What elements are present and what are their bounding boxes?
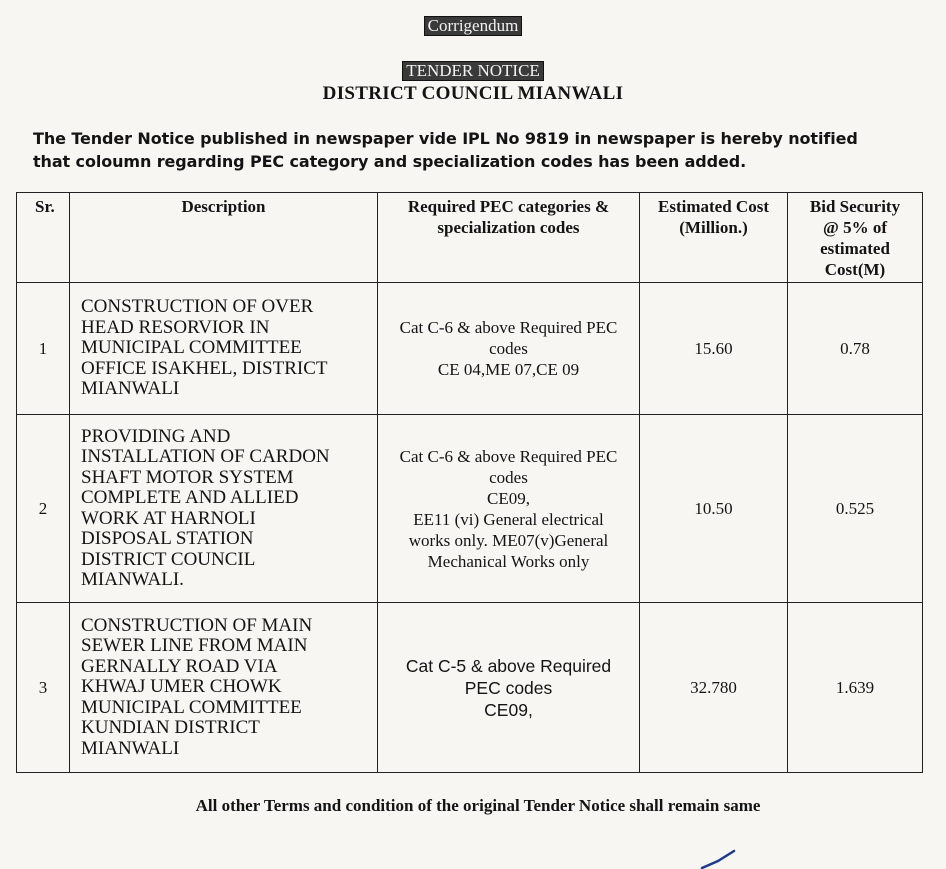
corrigendum-heading: Corrigendum: [424, 16, 523, 36]
desc-line: INSTALLATION OF CARDON: [81, 446, 330, 467]
header-bid-line: estimated: [820, 239, 890, 258]
header-cost: [640, 193, 788, 283]
intro-line-1: The Tender Notice published in newspaper vide IPL No 9819 in newspaper is hereby notified: [33, 129, 858, 148]
table-header-row: [17, 193, 923, 283]
table-row: [17, 603, 923, 773]
desc-line: CONSTRUCTION OF MAIN: [81, 614, 313, 636]
row-description: [70, 283, 378, 415]
desc-line: DISPOSAL STATION: [81, 528, 254, 549]
header-pec: [378, 193, 640, 283]
desc-line: OFFICE ISAKHEL, DISTRICT: [81, 357, 328, 379]
intro-paragraph: [33, 127, 913, 173]
footer-note: All other Terms and condition of the original Tender Notice shall remain same: [195, 796, 761, 815]
row-sr: 2: [17, 415, 70, 603]
tender-notice-heading-wrap: [0, 61, 946, 81]
header-sr: Sr.: [17, 193, 70, 283]
desc-line: SEWER LINE FROM MAIN: [81, 635, 308, 657]
desc-line: MIANWALI: [81, 378, 180, 400]
pec-line: CE09,: [484, 699, 533, 720]
desc-line: MUNICIPAL COMMITTEE: [81, 337, 302, 359]
pec-line: CE 04,ME 07,CE 09: [437, 360, 580, 379]
intro-line-2: that coloumn regarding PEC category and specialization codes has been added.: [33, 152, 747, 171]
table-row: [17, 415, 923, 603]
row-estimated-cost: 15.60: [640, 283, 788, 415]
desc-line: HEAD RESORVIOR IN: [81, 316, 270, 338]
row-description: [70, 603, 378, 773]
header-bid-line: @ 5% of: [823, 218, 887, 237]
header-bid-security: [788, 193, 923, 283]
row-bid-security: 0.525: [788, 415, 923, 603]
header-description: Description: [70, 193, 378, 283]
row-pec-codes: [378, 603, 640, 773]
row-sr: 1: [17, 283, 70, 415]
header-pec-line: specialization codes: [437, 218, 580, 237]
desc-line: KUNDIAN DISTRICT: [81, 717, 260, 739]
pec-line: codes: [489, 339, 528, 358]
tender-table: [16, 192, 923, 773]
row-sr: 3: [17, 603, 70, 773]
desc-line: MIANWALI.: [81, 569, 184, 590]
pec-line: CE09,: [487, 488, 530, 508]
row-estimated-cost: 10.50: [640, 415, 788, 603]
pec-line: Cat C-6 & above Required PEC: [399, 318, 618, 337]
row-estimated-cost: 32.780: [640, 603, 788, 773]
header-bid-line: Cost(M): [824, 260, 886, 279]
desc-line: MIANWALI: [81, 737, 180, 759]
row-pec-codes: [378, 283, 640, 415]
desc-line: MUNICIPAL COMMITTEE: [81, 696, 302, 718]
desc-line: PROVIDING AND: [81, 425, 231, 447]
desc-line: DISTRICT COUNCIL: [81, 548, 256, 570]
district-title: DISTRICT COUNCIL MIANWALI: [322, 83, 624, 104]
pec-line: works only. ME07(v)General: [408, 530, 609, 550]
desc-line: SHAFT MOTOR SYSTEM: [81, 466, 294, 488]
pec-line: codes: [489, 467, 528, 487]
signature-mark: [700, 848, 740, 869]
corrigendum-heading-wrap: [0, 16, 946, 36]
pec-line: Mechanical Works only: [427, 551, 590, 571]
row-pec-codes: [378, 415, 640, 603]
header-cost-line: Estimated Cost: [658, 197, 769, 216]
desc-line: GERNALLY ROAD VIA: [81, 655, 278, 677]
tender-notice-heading: TENDER NOTICE: [402, 61, 544, 81]
header-pec-line: Required PEC categories &: [407, 197, 610, 216]
pec-line: PEC codes: [464, 677, 553, 698]
header-bid-line: Bid Security: [809, 197, 901, 216]
pec-line: EE11 (vi) General electrical: [413, 509, 604, 529]
row-bid-security: 0.78: [788, 283, 923, 415]
desc-line: CONSTRUCTION OF OVER: [81, 296, 314, 318]
desc-line: COMPLETE AND ALLIED: [81, 487, 299, 508]
pec-line: Cat C-6 & above Required PEC: [399, 446, 618, 466]
header-cost-line: (Million.): [679, 218, 748, 237]
desc-line: KHWAJ UMER CHOWK: [81, 676, 282, 698]
row-description: [70, 415, 378, 603]
pec-line: Cat C-5 & above Required: [405, 655, 612, 676]
row-bid-security: 1.639: [788, 603, 923, 773]
table-row: [17, 283, 923, 415]
desc-line: WORK AT HARNOLI: [81, 507, 256, 529]
